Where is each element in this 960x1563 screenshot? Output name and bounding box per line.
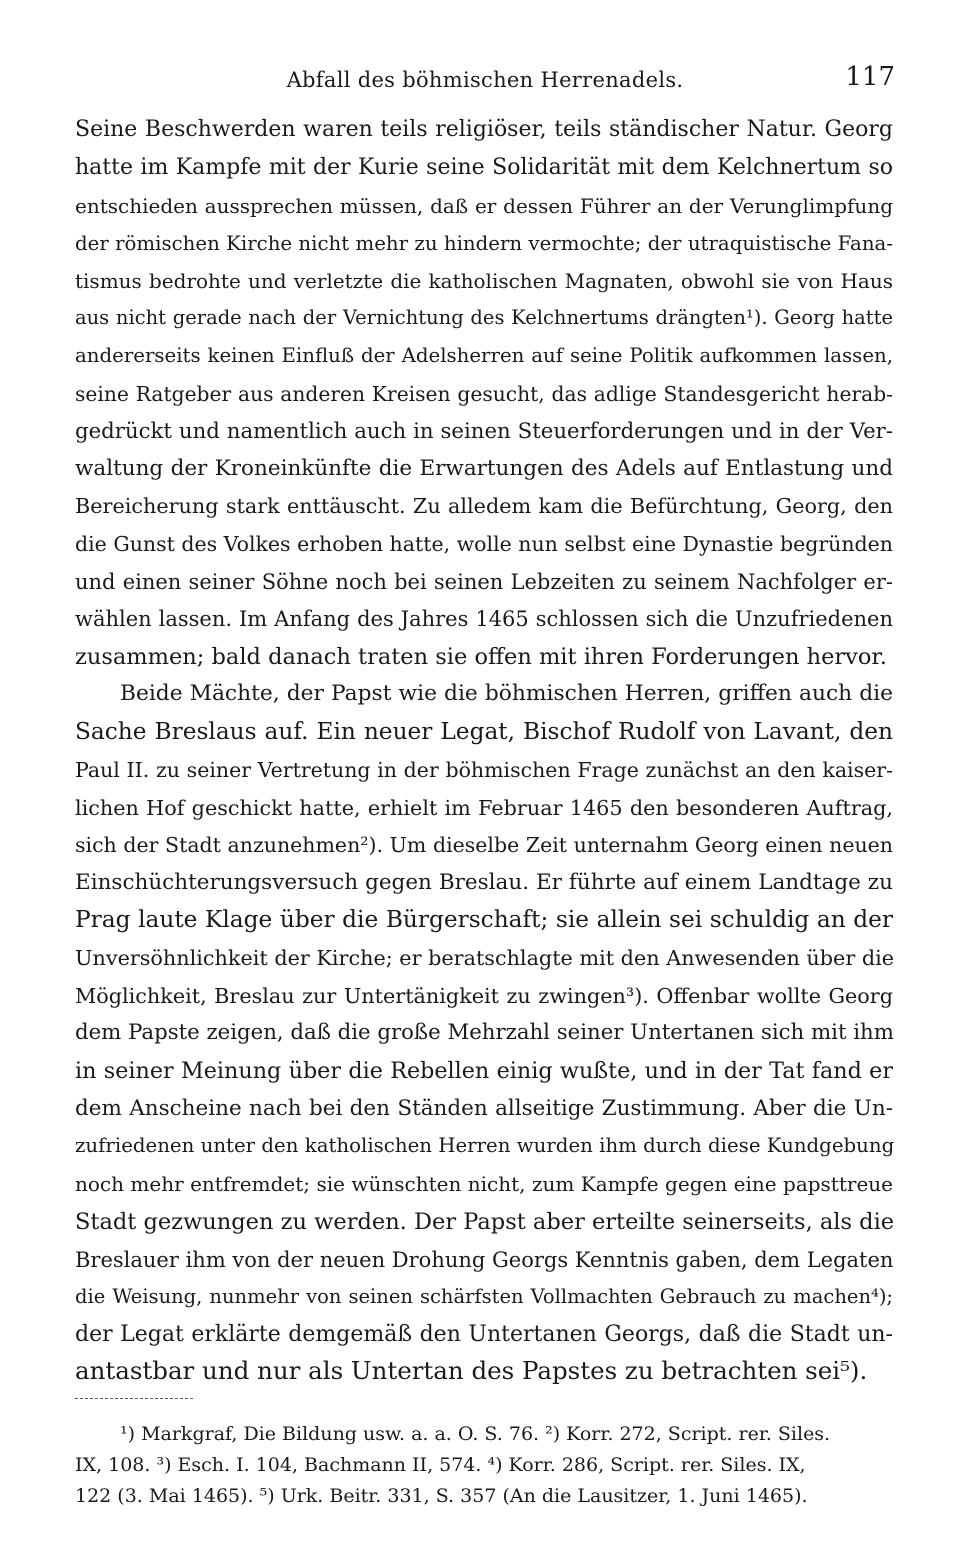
body-line: aus nicht gerade nach der Vernichtung des Kelchnertums drängten¹). Georg hatte: [75, 306, 893, 329]
body-line: zufriedenen unter den katholischen Herren wurden ihm durch diese Kundgebung: [75, 1134, 895, 1157]
body-line: die Gunst des Volkes erhoben hatte, wolle nun selbst eine Dynastie begründen: [75, 532, 893, 556]
body-line: tismus bedrohte und verletzte die katholischen Magnaten, obwohl sie von Haus: [75, 269, 893, 293]
body-line: Möglichkeit, Breslau zur Untertänigkeit zu zwingen³). Offenbar wollte Georg: [75, 984, 893, 1008]
footnote-line: ¹) Markgraf, Die Bildung usw. a. a. O. S. 76. ²) Korr. 272, Script. rer. Siles.: [120, 1423, 831, 1445]
body-line: waltung der Kroneinkünfte die Erwartungen des Adels auf Entlastung und: [75, 456, 893, 481]
footnote-line: IX, 108. ³) Esch. I. 104, Bachmann II, 574. ⁴) Korr. 286, Script. rer. Siles. IX,: [75, 1454, 806, 1476]
body-line: die Weisung, nunmehr von seinen schärfsten Vollmachten Gebrauch zu machen⁴);: [75, 1285, 893, 1308]
footnote-line: 122 (3. Mai 1465). ⁵) Urk. Beitr. 331, S. 357 (An die Lausitzer, 1. Juni 1465).: [75, 1485, 808, 1507]
body-line: Prag laute Klage über die Bürgerschaft; sie allein sei schuldig an der: [75, 906, 893, 933]
body-line: dem Anscheine nach bei den Ständen allseitige Zustimmung. Aber die Un-: [75, 1096, 893, 1121]
body-line: Einschüchterungsversuch gegen Breslau. Er führte auf einem Landtage zu: [75, 870, 893, 895]
body-line: in seiner Meinung über die Rebellen einig wußte, und in der Tat fand er: [75, 1058, 893, 1084]
body-line: Beide Mächte, der Papst wie die böhmischen Herren, griffen auch die: [120, 681, 893, 706]
body-line: dem Papste zeigen, daß die große Mehrzahl seiner Untertanen sich mit ihm: [75, 1020, 894, 1045]
body-line: Seine Beschwerden waren teils religiöser, teils ständischer Natur. Georg: [75, 117, 893, 142]
body-line: antastbar und nur als Untertan des Papstes zu betrachten sei⁵).: [75, 1356, 868, 1385]
body-line: Paul II. zu seiner Vertretung in der böhmischen Frage zunächst an den kaiser-: [75, 758, 893, 782]
body-line: lichen Hof geschickt hatte, erhielt im Februar 1465 den besonderen Auftrag,: [75, 796, 893, 820]
body-line: Sache Breslaus auf. Ein neuer Legat, Bischof Rudolf von Lavant, den: [75, 718, 893, 745]
body-line: Breslauer ihm von der neuen Drohung Georgs Kenntnis gaben, dem Legaten: [75, 1248, 894, 1272]
running-title: Abfall des böhmischen Herrenadels.: [286, 68, 684, 92]
running-head: [75, 62, 895, 96]
body-line: der Legat erklärte demgemäß den Untertanen Georgs, daß die Stadt un-: [75, 1322, 893, 1347]
body-line: entschieden aussprechen müssen, daß er dessen Führer an der Verunglimpfung: [75, 194, 893, 218]
footnote-separator: [75, 1398, 193, 1399]
body-line: und einen seiner Söhne noch bei seinen Lebzeiten zu seinem Nachfolger er-: [75, 570, 893, 594]
page-number: 117: [845, 62, 895, 92]
body-line: der römischen Kirche nicht mehr zu hindern vermochte; der utraquistische Fana-: [75, 232, 893, 255]
body-line: noch mehr entfremdet; sie wünschten nicht, zum Kampfe gegen eine papsttreue: [75, 1172, 893, 1196]
body-line: Unversöhnlichkeit der Kirche; er beratschlagte mit den Anwesenden über die: [75, 946, 895, 970]
body-line: gedrückt und namentlich auch in seinen Steuerforderungen und in der Ver-: [75, 419, 893, 444]
body-line: wählen lassen. Im Anfang des Jahres 1465 schlossen sich die Unzufriedenen: [75, 607, 893, 631]
body-line: andererseits keinen Einfluß der Adelsherren auf seine Politik aufkommen lassen,: [75, 344, 893, 367]
body-line: sich der Stadt anzunehmen²). Um dieselbe Zeit unternahm Georg einen neuen: [75, 833, 893, 857]
body-line: zusammen; bald danach traten sie offen mit ihren Forderungen hervor.: [75, 644, 887, 670]
body-line: hatte im Kampfe mit der Kurie seine Solidarität mit dem Kelchnertum so: [75, 155, 893, 180]
body-line: seine Ratgeber aus anderen Kreisen gesucht, das adlige Standesgericht herab-: [75, 382, 893, 406]
body-line: Bereicherung stark enttäuscht. Zu alledem kam die Befürchtung, Georg, den: [75, 494, 893, 518]
body-line: Stadt gezwungen zu werden. Der Papst aber erteilte seinerseits, als die: [75, 1209, 895, 1235]
